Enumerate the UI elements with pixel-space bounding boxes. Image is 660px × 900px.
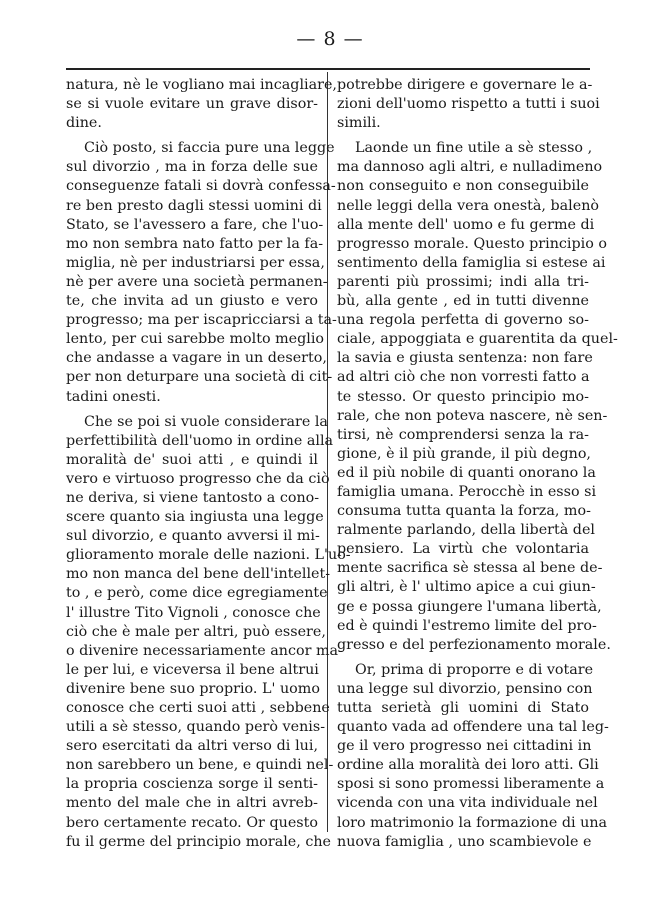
text-line: o divenire necessariamente ancor ma- xyxy=(66,642,343,659)
text-line: consuma tutta quanta la forza, mo- xyxy=(337,503,591,520)
text-line: progresso morale. Questo principio o xyxy=(337,235,607,252)
text-line: Laonde un fine utile a sè stesso , xyxy=(355,140,593,157)
text-line: non sarebbero un bene, e quindi nel- xyxy=(66,757,334,774)
text-line: ge e possa giungere l'umana libertà, xyxy=(337,598,602,615)
text-line: una regola perfetta di governo so- xyxy=(337,312,589,329)
text-line: scere quanto sia ingiusta una legge xyxy=(66,509,324,526)
text-line: moralità de' suoi atti , e quindi il xyxy=(66,451,318,468)
text-line: l' illustre Tito Vignoli , conosce che xyxy=(66,604,321,621)
text-line: sul divorzio , ma in forza delle sue xyxy=(66,159,318,176)
text-line: rale, che non poteva nascere, nè sen- xyxy=(337,407,608,424)
text-line: te stesso. Or questo principio mo- xyxy=(337,388,589,405)
text-line: vero e virtuoso progresso che da ciò xyxy=(66,470,330,487)
text-line: simili. xyxy=(337,115,381,132)
text-line: loro matrimonio la formazione di una xyxy=(337,814,608,831)
text-line: non conseguito e non conseguibile xyxy=(337,178,589,195)
text-line: ge il vero progresso nei cittadini in xyxy=(337,738,592,755)
text-line: ciale, appoggiata e guarentita da quel- xyxy=(337,331,618,348)
text-line: te, che invita ad un giusto e vero xyxy=(66,293,318,310)
text-line: divenire bene suo proprio. L' uomo xyxy=(66,680,320,697)
text-line: sero esercitati da altri verso di lui, xyxy=(66,738,318,755)
text-line: ordine alla moralità dei loro atti. Gli xyxy=(337,757,599,774)
text-line: glioramento morale delle nazioni. L'uo- xyxy=(66,547,351,564)
text-line: ed è quindi l'estremo limite del pro- xyxy=(337,617,597,634)
text-line: Stato, se l'avessero a fare, che l'uo- xyxy=(66,216,324,233)
text-line: quanto vada ad offendere una tal leg- xyxy=(337,719,609,736)
text-line: fu il germe del principio morale, che xyxy=(66,833,332,850)
text-line: per non deturpare una società di cit- xyxy=(66,369,333,386)
page-number-header: — 8 — xyxy=(296,28,364,50)
text-line: sposi si sono promessi liberamente a xyxy=(337,776,605,793)
text-line: ciò che è male per altri, può essere, xyxy=(66,623,326,640)
text-line: che andasse a vagare in un deserto, xyxy=(66,350,327,367)
right-column xyxy=(337,76,618,852)
text-line: re ben presto dagli stessi uomini di xyxy=(66,197,322,214)
text-line: gli altri, è l' ultimo apice a cui giun- xyxy=(337,579,596,596)
text-line: utili a sè stesso, quando però venis- xyxy=(66,719,326,736)
text-line: la savia e giusta sentenza: non fare xyxy=(337,350,593,367)
text-line: tadini onesti. xyxy=(66,388,161,405)
text-line: ed il più nobile di quanti onorano la xyxy=(337,464,596,481)
text-line: ad altri ciò che non vorresti fatto a xyxy=(337,369,590,386)
text-line: lento, per cui sarebbe molto meglio xyxy=(66,331,325,348)
text-line: vicenda con una vita individuale nel xyxy=(337,795,598,812)
text-line: ne deriva, si viene tantosto a cono- xyxy=(66,489,320,506)
text-line: Or, prima di proporre e di votare xyxy=(355,661,594,678)
text-line: una legge sul divorzio, pensino con xyxy=(337,680,593,697)
text-line: alla mente dell' uomo e fu germe di xyxy=(337,216,595,233)
text-line: mo non sembra nato fatto per la fa- xyxy=(66,235,324,252)
text-line: bù, alla gente , ed in tutti divenne xyxy=(337,293,589,310)
text-line: conosce che certi suoi atti , sebbene xyxy=(66,700,330,716)
text-line: se si vuole evitare un grave disor- xyxy=(66,96,318,113)
text-line: gione, è il più grande, il più degno, xyxy=(337,445,591,462)
text-line: ma dannoso agli altri, e nulladimeno xyxy=(337,159,603,176)
text-line: gresso e del perfezionamento morale. xyxy=(337,636,611,653)
text-line: mento del male che in altri avreb- xyxy=(66,795,318,812)
text-line: mo non manca del bene dell'intellet- xyxy=(66,566,331,583)
text-line: natura, nè le vogliano mai incagliare, xyxy=(66,77,337,93)
text-line: potrebbe dirigere e governare le a- xyxy=(337,77,593,93)
text-line: sul divorzio, e quanto avversi il mi- xyxy=(66,528,320,545)
text-line: Ciò posto, si faccia pure una legge xyxy=(84,140,335,157)
text-line: le per lui, e viceversa il bene altrui xyxy=(66,661,319,678)
text-line: perfettibilità dell'uomo in ordine alla xyxy=(66,432,334,449)
text-line: ralmente parlando, della libertà del xyxy=(337,522,595,539)
text-line: Che se poi si vuole considerare la xyxy=(84,413,328,430)
header-rule xyxy=(66,68,590,70)
text-line: zioni dell'uomo rispetto a tutti i suoi xyxy=(337,96,600,113)
text-line: mente sacrifica sè stessa al bene de- xyxy=(337,560,603,577)
text-line: to , e però, come dice egregiamente xyxy=(66,585,328,602)
text-line: parenti più prossimi; indi alla tri- xyxy=(337,273,589,290)
text-line: tirsi, nè comprendersi senza la ra- xyxy=(337,426,589,443)
text-line: progresso; ma per iscapricciarsi a ta- xyxy=(66,312,337,329)
text-line: sentimento della famiglia si estese ai xyxy=(337,254,606,271)
text-line: nè per avere una società permanen- xyxy=(66,273,328,290)
text-line: tutta serietà gli uomini di Stato xyxy=(337,700,589,716)
text-line: nuova famiglia , uno scambievole e xyxy=(337,833,592,850)
text-line: pensiero. La virtù che volontaria xyxy=(337,541,589,558)
text-line: famiglia umana. Perocchè in esso si xyxy=(337,483,597,500)
text-line: nelle leggi della vera onestà, balenò xyxy=(337,197,600,214)
text-line: dine. xyxy=(66,115,102,132)
left-column xyxy=(66,76,351,852)
text-line: la propria coscienza sorge il senti- xyxy=(66,776,318,793)
text-line: bero certamente recato. Or questo xyxy=(66,814,318,831)
text-line: miglia, nè per industriarsi per essa, xyxy=(66,254,325,271)
text-line: conseguenze fatali si dovrà confessa- xyxy=(66,178,336,195)
